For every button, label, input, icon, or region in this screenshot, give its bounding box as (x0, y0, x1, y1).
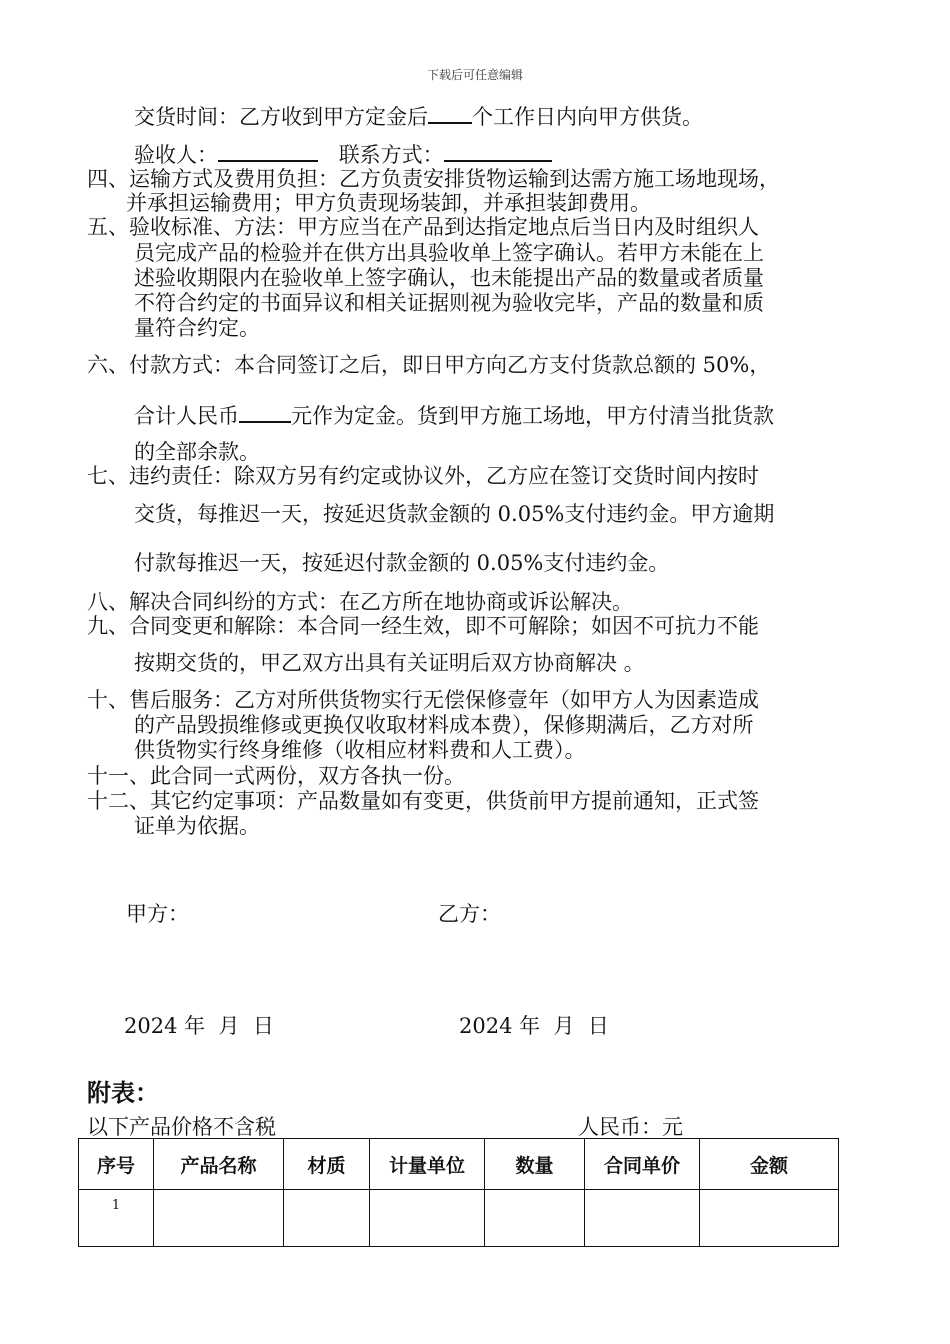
table-cell-amount[interactable] (700, 1190, 839, 1247)
rmb-amount-blank[interactable] (239, 401, 291, 423)
clause-6-text-b: 元作为定金。货到甲方施工场地，甲方付清当批货款 (291, 404, 774, 428)
column-header-quantity: 数量 (485, 1139, 585, 1190)
delivery-days-blank[interactable] (428, 102, 472, 124)
clause-11-line-1: 十一、此合同一式两份，双方各执一份。 (87, 764, 465, 788)
clause-10-line-1: 十、售后服务：乙方对所供货物实行无偿保修壹年（如甲方人为因素造成 (87, 688, 759, 712)
acceptor-line (134, 140, 552, 168)
clause-5-line-4: 不符合约定的书面异议和相关证据则视为验收完毕，产品的数量和质 (134, 291, 764, 315)
clause-10-line-3: 供货物实行终身维修（收相应材料费和人工费）。 (134, 738, 586, 762)
clause-9-line-2: 按期交货的，甲乙双方出具有关证明后双方协商解决 。 (134, 651, 645, 675)
clause-5-line-1: 五、验收标准、方法：甲方应当在产品到达指定地点后当日内及时组织人 (87, 215, 759, 239)
table-cell-unit-price[interactable] (585, 1190, 700, 1247)
column-header-unit-price: 合同单价 (585, 1139, 700, 1190)
column-header-amount: 金额 (700, 1139, 839, 1190)
clause-7-line-2: 交货，每推迟一天，按延迟货款金额的 0.05%支付违约金。甲方逾期 (134, 502, 775, 526)
appendix-currency-note: 人民币：元 (578, 1115, 683, 1139)
table-cell-unit[interactable] (370, 1190, 485, 1247)
clause-5-line-3: 述验收期限内在验收单上签字确认，也未能提出产品的数量或者质量 (134, 266, 764, 290)
column-header-material: 材质 (284, 1139, 370, 1190)
party-a-date: 2024 年 月 日 (124, 1014, 274, 1038)
table-cell-material[interactable] (284, 1190, 370, 1247)
delivery-text-a: 交货时间：乙方收到甲方定金后 (134, 105, 428, 129)
appendix-title: 附表： (87, 1079, 159, 1107)
clause-4-line-1: 四、运输方式及费用负担：乙方负责安排货物运输到达需方施工场地现场， (87, 167, 780, 191)
clause-6-line-3: 的全部余款。 (134, 440, 260, 464)
clause-9-line-1: 九、合同变更和解除：本合同一经生效，即不可解除；如因不可抗力不能 (87, 614, 759, 638)
clause-6-line-1: 六、付款方式：本合同签订之后，即日甲方向乙方支付货款总额的 50%， (87, 353, 771, 377)
delivery-time-line (134, 102, 703, 130)
table-row (79, 1190, 839, 1247)
column-header-index: 序号 (79, 1139, 154, 1190)
page-header-note: 下载后可任意编辑 (426, 68, 523, 82)
clause-7-line-1: 七、违约责任：除双方另有约定或协议外，乙方应在签订交货时间内按时 (87, 464, 759, 488)
acceptor-label: 验收人： (134, 143, 218, 167)
party-b-date: 2024 年 月 日 (459, 1014, 609, 1038)
price-table (78, 1138, 839, 1247)
acceptor-blank[interactable] (218, 140, 318, 162)
clause-8-line-1: 八、解决合同纠纷的方式：在乙方所在地协商或诉讼解决。 (87, 590, 633, 614)
column-header-product-name: 产品名称 (154, 1139, 284, 1190)
clause-12-line-1: 十二、其它约定事项：产品数量如有变更，供货前甲方提前通知，正式签 (87, 789, 759, 813)
table-cell-quantity[interactable] (485, 1190, 585, 1247)
clause-6-line-2 (134, 401, 774, 429)
clause-5-line-2: 员完成产品的检验并在供方出具验收单上签字确认。若甲方未能在上 (134, 241, 764, 265)
clause-10-line-2: 的产品毁损维修或更换仅收取材料成本费），保修期满后，乙方对所 (134, 713, 754, 737)
table-cell-product-name[interactable] (154, 1190, 284, 1247)
contact-label: 联系方式： (338, 143, 444, 167)
table-header-row (79, 1139, 839, 1190)
appendix-tax-note: 以下产品价格不含税 (87, 1115, 276, 1139)
clause-7-line-3: 付款每推迟一天，按延迟付款金额的 0.05%支付违约金。 (134, 551, 670, 575)
party-b-label: 乙方： (438, 902, 501, 926)
table-cell-index: 1 (79, 1190, 154, 1247)
clause-12-line-2: 证单为依据。 (134, 814, 260, 838)
clause-5-line-5: 量符合约定。 (134, 316, 260, 340)
delivery-text-b: 个工作日内向甲方供货。 (472, 105, 703, 129)
column-header-unit: 计量单位 (370, 1139, 485, 1190)
clause-4-line-2: 并承担运输费用；甲方负责现场装卸，并承担装卸费用。 (126, 191, 651, 215)
contact-blank[interactable] (444, 140, 552, 162)
party-a-label: 甲方： (126, 902, 189, 926)
clause-6-text-a: 合计人民币 (134, 404, 239, 428)
